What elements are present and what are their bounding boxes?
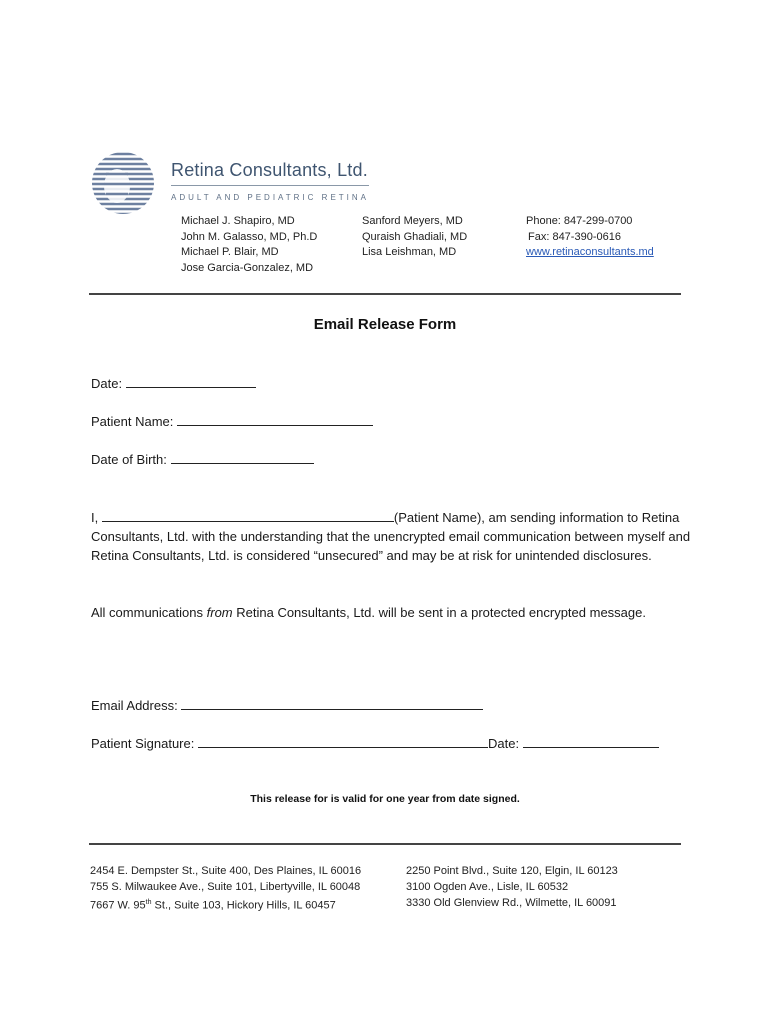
office-addresses-right (406, 863, 618, 911)
physician-list-1 (181, 214, 317, 276)
website-link[interactable]: www.retinaconsultants.md (526, 246, 654, 258)
physician-name: Michael P. Blair, MD (181, 246, 279, 258)
physician-name: Sanford Meyers, MD (362, 215, 463, 227)
dob-field[interactable] (91, 451, 314, 467)
comm-body: Retina Consultants, Ltd. will be sent in a protected encrypted message. (236, 605, 646, 620)
dob-blank[interactable] (171, 451, 314, 464)
company-tagline: ADULT AND PEDIATRIC RETINA (171, 193, 370, 202)
signature-field[interactable] (91, 735, 659, 751)
office-address: 2250 Point Blvd., Suite 120, Elgin, IL 60123 (406, 865, 618, 877)
phone-number: Phone: 847-299-0700 (526, 215, 633, 227)
form-title: Email Release Form (313, 316, 457, 333)
office-address: 7667 W. 95th St., Suite 103, Hickory Hills, IL 60457 (90, 899, 336, 912)
signature-blank[interactable] (198, 735, 488, 748)
validity-note: This release for is valid for one year from date signed. (250, 793, 520, 805)
header-divider (89, 293, 681, 295)
office-addresses-left (90, 863, 361, 914)
email-blank[interactable] (181, 697, 483, 710)
physician-name: Quraish Ghadiali, MD (362, 230, 468, 243)
physician-name: Lisa Leishman, MD (362, 246, 457, 258)
brand-divider (171, 185, 369, 186)
statement-name-blank[interactable] (102, 509, 394, 522)
signature-label: Patient Signature: (91, 736, 195, 751)
patient-name-field[interactable] (91, 413, 373, 429)
physician-name: Jose Garcia-Gonzalez, MD (181, 261, 314, 274)
contact-info (526, 214, 654, 261)
company-name: Retina Consultants, Ltd. (171, 160, 368, 180)
patient-name-blank[interactable] (177, 413, 373, 426)
date-blank[interactable] (126, 375, 256, 388)
email-field[interactable] (91, 697, 483, 713)
patient-name-label: Patient Name: (91, 414, 174, 429)
date-label: Date: (91, 376, 123, 391)
statement-name-hint: (Patient Name), am sending information to (393, 510, 639, 525)
company-logo (90, 150, 156, 216)
fax-number: Fax: 847-390-0616 (528, 230, 621, 243)
physician-list-2 (362, 214, 467, 261)
statement-body: Retina Consultants, Ltd. with the understanding that the unencrypted email communication between myself and Retina Consultants, Ltd. is considered “unsecured” and may be at risk for unintended disclosures. (91, 510, 691, 563)
dob-label: Date of Birth: (91, 452, 167, 467)
signature-date-label: Date: (487, 736, 520, 751)
footer-divider (89, 843, 681, 845)
office-address: 2454 E. Dempster St., Suite 400, Des Plaines, IL 60016 (90, 865, 362, 877)
office-address: 3330 Old Glenview Rd., Wilmette, IL 60091 (406, 897, 617, 909)
comm-prefix: All communications (91, 605, 203, 620)
consent-statement (91, 508, 691, 565)
communication-notice (91, 603, 691, 622)
signature-date-blank[interactable] (523, 735, 659, 748)
office-address: 755 S. Milwaukee Ave., Suite 101, Libertyville, IL 60048 (90, 881, 361, 893)
statement-prefix: I, (91, 510, 99, 525)
date-field[interactable] (91, 375, 256, 391)
physician-name: John M. Galasso, MD, Ph.D (181, 230, 318, 243)
comm-emphasis: from (206, 605, 233, 620)
office-address: 3100 Ogden Ave., Lisle, IL 60532 (406, 881, 569, 893)
physician-name: Michael J. Shapiro, MD (181, 215, 295, 227)
email-label: Email Address: (91, 698, 178, 713)
